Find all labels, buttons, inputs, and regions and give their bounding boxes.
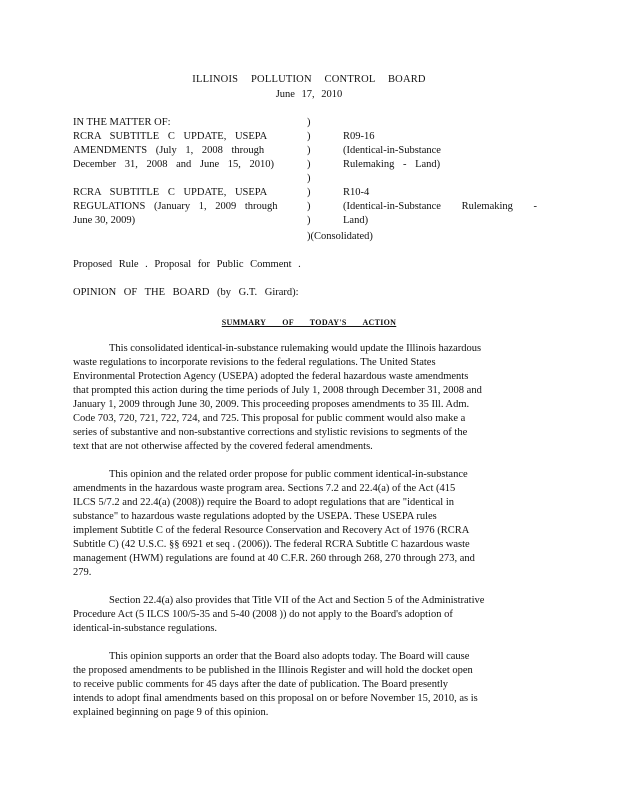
caption-paren: ) xyxy=(307,159,311,170)
paragraph-line: January 1, 2009 through June 30, 2009. This proceeding proposes amendments to 35 Ill. Adm. xyxy=(73,399,470,410)
paragraph-line: series of substantive and non-substantive corrections and stylistic revisions to segments of the xyxy=(73,427,468,438)
caption-line xyxy=(73,172,283,186)
proposed-rule-line: Proposed Rule . Proposal for Public Comment . xyxy=(73,259,301,270)
caption-paren: ) xyxy=(307,145,311,156)
caption-line: RCRA SUBTITLE C UPDATE, USEPA xyxy=(73,187,268,198)
docket-r10-4 xyxy=(343,186,543,228)
paragraph xyxy=(73,650,543,720)
caption-line: June 30, 2009) xyxy=(73,215,136,226)
caption-line: REGULATIONS (January 1, 2009 through xyxy=(73,201,278,212)
caption-line: AMENDMENTS (July 1, 2008 through xyxy=(73,145,265,156)
paragraph xyxy=(73,594,543,636)
paragraph-line: intends to adopt final amendments based on this proposal on or before November 15, 2010, as is xyxy=(73,693,478,704)
paragraph-line: explained beginning on page 9 of this opinion. xyxy=(73,707,269,718)
paragraph-line: that prompted this action during the time periods of July 1, 2008 through December 31, 2008 and xyxy=(73,385,482,396)
caption-paren: ) xyxy=(307,131,311,142)
paragraph-line: management (HWM) regulations are found at 40 C.F.R. 260 through 268, 270 through 273, and xyxy=(73,553,475,564)
caption-paren: ) xyxy=(307,187,311,198)
docket-r09-16 xyxy=(343,130,543,172)
paragraph xyxy=(73,468,543,580)
paragraph-line: Section 22.4(a) also provides that Title VII of the Act and Section 5 of the Administrative xyxy=(109,595,485,606)
board-title: ILLINOIS POLLUTION CONTROL BOARD xyxy=(192,74,426,85)
paragraph-line: amendments in the hazardous waste program area. Sections 7.2 and 22.4(a) of the Act (415 xyxy=(73,483,456,494)
paragraph-line: to receive public comments for 45 days after the date of publication. The Board presently xyxy=(73,679,449,690)
docket-type: Land) xyxy=(343,215,369,226)
paragraph-line: 279. xyxy=(73,567,92,578)
paragraph-line: identical-in-substance regulations. xyxy=(73,623,218,634)
case-caption-left xyxy=(73,116,283,228)
caption-parentheses xyxy=(307,116,317,228)
opinion-line: OPINION OF THE BOARD (by G.T. Girard): xyxy=(73,287,299,298)
caption-paren: ) xyxy=(307,201,311,212)
paragraph-line: Subtitle C) (42 U.S.C. §§ 6921 et seq . (2006)). The federal RCRA Subtitle C hazardous waste xyxy=(73,539,470,550)
docket-number: R10-4 xyxy=(343,187,370,198)
caption-paren: ) xyxy=(307,215,311,226)
caption-paren: ) xyxy=(307,173,311,184)
summary-heading: SUMMARY OF TODAY'S ACTION xyxy=(221,318,397,327)
caption-line: December 31, 2008 and June 15, 2010) xyxy=(73,159,275,170)
caption-paren: ) xyxy=(307,117,311,128)
consolidated-label: )(Consolidated) xyxy=(307,231,373,242)
paragraph-line: This consolidated identical-in-substance rulemaking would update the Illinois hazardous xyxy=(109,343,482,354)
paragraph-line: This opinion supports an order that the Board also adopts today. The Board will cause xyxy=(109,651,470,662)
caption-line: IN THE MATTER OF: xyxy=(73,117,171,128)
docket-type: (Identical-in-Substance Rulemaking - xyxy=(343,201,538,212)
paragraph-line: text that are not otherwise affected by the covered federal amendments. xyxy=(73,441,373,452)
paragraph xyxy=(73,342,543,454)
paragraph-line: implement Subtitle C of the federal Resource Conservation and Recovery Act of 1976 (RCRA xyxy=(73,525,470,536)
opinion-date: June 17, 2010 xyxy=(275,89,343,100)
caption-line: RCRA SUBTITLE C UPDATE, USEPA xyxy=(73,131,268,142)
docket-number: R09-16 xyxy=(343,131,375,142)
paragraph-line: the proposed amendments to be published in the Illinois Register and will hold the docket open xyxy=(73,665,473,676)
paragraph-line: waste regulations to incorporate revisions to the federal regulations. The United States xyxy=(73,357,436,368)
paragraph-line: This opinion and the related order propose for public comment identical-in-substance xyxy=(109,469,468,480)
paragraph-line: Procedure Act (5 ILCS 100/5-35 and 5-40 (2008 )) do not apply to the Board's adoption of xyxy=(73,609,453,620)
paragraph-line: substance" to hazardous waste regulations adopted by the USEPA. These USEPA rules xyxy=(73,511,437,522)
docket-type: (Identical-in-Substance xyxy=(343,145,441,156)
paragraph-line: Code 703, 720, 721, 722, 724, and 725. This proposal for public comment would also make a xyxy=(73,413,466,424)
docket-type: Rulemaking - Land) xyxy=(343,159,441,170)
paragraph-line: ILCS 5/7.2 and 22.4(a) (2008)) require the Board to adopt regulations that are "identical in xyxy=(73,497,455,508)
paragraph-line: Environmental Protection Agency (USEPA) adopted the federal hazardous waste amendments xyxy=(73,371,469,382)
